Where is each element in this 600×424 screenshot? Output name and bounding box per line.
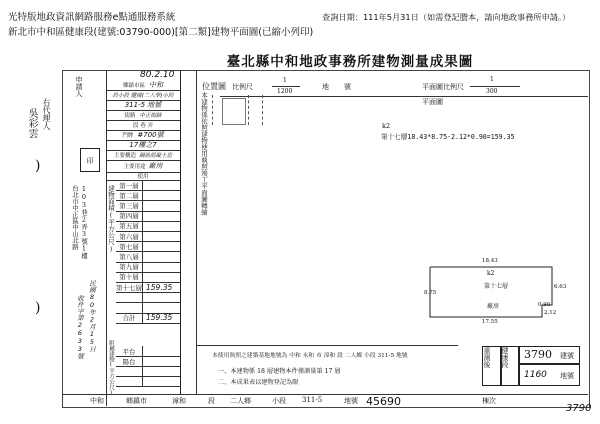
plan-scale-num: 1 [490,76,494,83]
accessory-label [116,366,143,376]
document-title: 臺北縣中和地政事務所建物測量成果圖 [226,54,474,70]
floor-label: 第九層 [116,262,143,272]
dim-notch-h: 2.12 [544,310,557,316]
use-value: 廠房 [148,162,163,170]
plan-scale-line [470,86,520,87]
seal-text: 印 [86,156,94,164]
floor-label [116,302,143,312]
footer-col2: 鄉鎮市 [126,397,147,405]
left-address: 台北市中正區中山北路 [71,185,79,250]
dim-notch-w: 0.90 [538,302,551,308]
map-line-3 [262,95,263,125]
stamp-value-2: 1160 [524,370,547,380]
scale-fraction-line [272,86,300,87]
accessory-label [116,376,143,386]
floor-label: 第六層 [116,231,143,241]
scale-num: 1 [283,77,287,84]
floor-label: 合計 [116,313,143,323]
left-address-2: 103巷2弄3號1樓 [80,185,88,259]
street-label: 街路 [124,113,136,119]
floor-label: 第一層 [116,180,143,190]
rebuild-stamp [482,346,502,386]
inner-k2: k2 [487,270,495,277]
footer-col1: 中和 [90,397,104,405]
note-2: 二、本成果表以建物登記為限 [218,379,299,386]
side-note: 本建物係依照建物使用執照竣工平面圖轉繪 [200,92,208,216]
inner-floor: 第十七層 [484,283,509,290]
applicant-label: 申請人 [75,76,83,97]
accessory-label: 平台 [116,346,143,356]
stamp-label-a: 重測後 [483,347,491,368]
accessory-header: 附屬建物(平方公尺) [108,340,114,396]
floor-value: 159.35 [146,313,173,323]
footer-col7: 311-5 [302,396,323,404]
map-line-1 [212,95,213,125]
floor-label: 第七層 [116,241,143,251]
number-value: #700號 [137,131,164,139]
district-value: 中和 [149,81,163,89]
floor-area-row [116,313,180,324]
footer-col6: 小段 [272,397,286,405]
floor-label: 第二層 [116,190,143,200]
scale-den: 1200 [277,88,293,95]
dim-bottom: 17.55 [482,319,498,325]
left-date: 民國80年2月15日 [88,280,96,353]
stamp-label-b: 健康段 [501,347,509,368]
applicant-role-label: 右代理人 [42,98,51,130]
footer-col4: 段 [208,397,215,405]
stamp-suffix-2: 地號 [560,372,574,380]
plan-scale-den: 300 [486,88,498,95]
seal-stamp [80,148,100,172]
plan-top-strip [220,80,588,97]
floor-value: 17樓之7 [129,141,157,149]
structure-value: 鋼筋混凝土造 [139,153,173,159]
position-plan-label: 位置圖 [202,82,226,91]
notes-divider [196,345,458,346]
section-value: 段小段 健康(二人學)小段 [112,93,174,99]
query-date-notice: 查詢日期：111年5月31日（如需登記謄本，請向地政事務所申請。） [322,12,571,22]
footer-col9: 棟次 [482,397,496,405]
floor-label: 第四層 [116,211,143,221]
corner-handwritten: 3790 [566,403,592,414]
floor-label: 第五層 [116,221,143,231]
header-line-2: 新北市中和區健康段(建號:03790-000)[第二類]建物平面圖(已縮小列印) [8,27,314,38]
accessory-label: 陽台 [116,356,143,366]
number-label: 門牌 [122,133,134,139]
punch-hole-bottom: ) [35,300,41,316]
scale-label: 比例尺 [232,83,253,91]
stamp-suffix-1: 建號 [560,352,574,360]
footer-number: 45690 [366,395,401,408]
footer-divider [62,394,588,395]
footer-row [62,396,588,408]
use-label: 主要用途 [123,164,146,170]
dim-right: 6.63 [554,284,567,290]
floor-label: 第八層 [116,251,143,261]
applicant-name: 吳彩雲 [26,108,37,138]
header-system-info [8,10,313,40]
position-map-box [222,98,246,125]
floor-label: 第三層 [116,200,143,210]
footer-col5: 二人鄉 [230,397,251,405]
header-line-1: 光特版地政資訊網路服務e點通服務系統 [8,12,176,23]
footer-col3: 漳和 [172,397,186,405]
note-main: 本使用執照之建築基地地號為 中和 永和 市 漳和 段 二人鄉 小段 311-5 地號 [212,353,408,359]
dim-left: 8.75 [424,290,437,296]
floor-label [116,292,143,302]
area-formula: 第十七層18.43*8.75-2.12*0.90=159.35 [381,133,515,141]
dim-top: 18.43 [482,258,498,264]
map-line-2 [248,95,249,125]
section-stamp [500,346,520,386]
side-note-divider [196,70,197,395]
plan-label: 平面圖 [422,98,443,106]
footer-col8: 地號 [344,397,358,405]
parcel-num-label: 號 [344,83,351,91]
stamp-value-1: 3790 [524,348,552,361]
plan-scale-label: 平面圖比例尺 [422,83,464,91]
parcel-word: 地 [322,83,329,91]
parcel-value: 311-5 地號 [124,101,162,109]
area-header-left: 建物面積(平方公尺) [107,185,115,253]
floor-label: 第十七層 [116,283,142,292]
plan-unit-k2: k2 [382,122,391,130]
punch-hole-top: ) [35,158,41,174]
handwritten-date: 80.2.10 [140,70,175,80]
note-1: 一、本建物係 18 層建物本件僅測量第 17 層 [218,368,341,375]
area-header-right: 使用 [137,174,149,180]
accessory-row [116,376,180,387]
floor-value: 159.35 [146,282,173,292]
floor-label: 第十層 [116,272,143,282]
district-label: 鄉鎮市區 [122,83,145,89]
left-doc-number: 收件字第2633號 [76,295,84,360]
inner-use: 廠房 [487,303,500,310]
lane-value: 段 巷 弄 [133,123,153,129]
structure-label: 主要構造 [113,153,136,159]
street-value: 中正街路 [139,113,162,119]
